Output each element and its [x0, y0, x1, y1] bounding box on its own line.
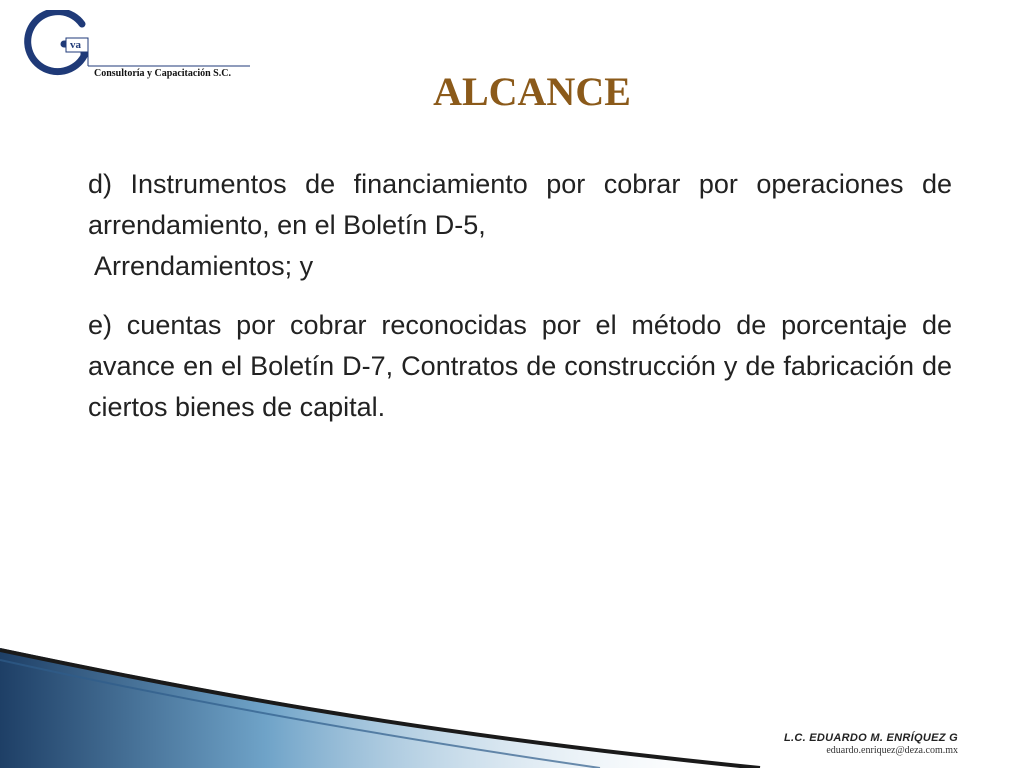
paragraph-d-continuation: Arrendamientos; y	[94, 251, 314, 281]
paragraph-e: e) cuentas por cobrar reconocidas por el método de porcentaje de avance en el Boletín D-7, Contratos de construcción y de fabricación de ciertos bienes de capital.	[88, 310, 952, 422]
author-email: eduardo.enriquez@deza.com.mx	[826, 745, 958, 756]
slide-body	[88, 164, 952, 428]
slide-title: ALCANCE	[433, 69, 631, 114]
paragraph-d: d) Instrumentos de financiamiento por cobrar por operaciones de arrendamiento, en el Boletín D-5,	[88, 169, 952, 240]
logo-tagline: Consultoría y Capacitación S.C.	[94, 68, 231, 79]
logo-superscript: va	[70, 39, 81, 51]
author-name: L.C. EDUARDO M. ENRÍQUEZ G	[783, 732, 958, 744]
footer	[784, 732, 958, 756]
